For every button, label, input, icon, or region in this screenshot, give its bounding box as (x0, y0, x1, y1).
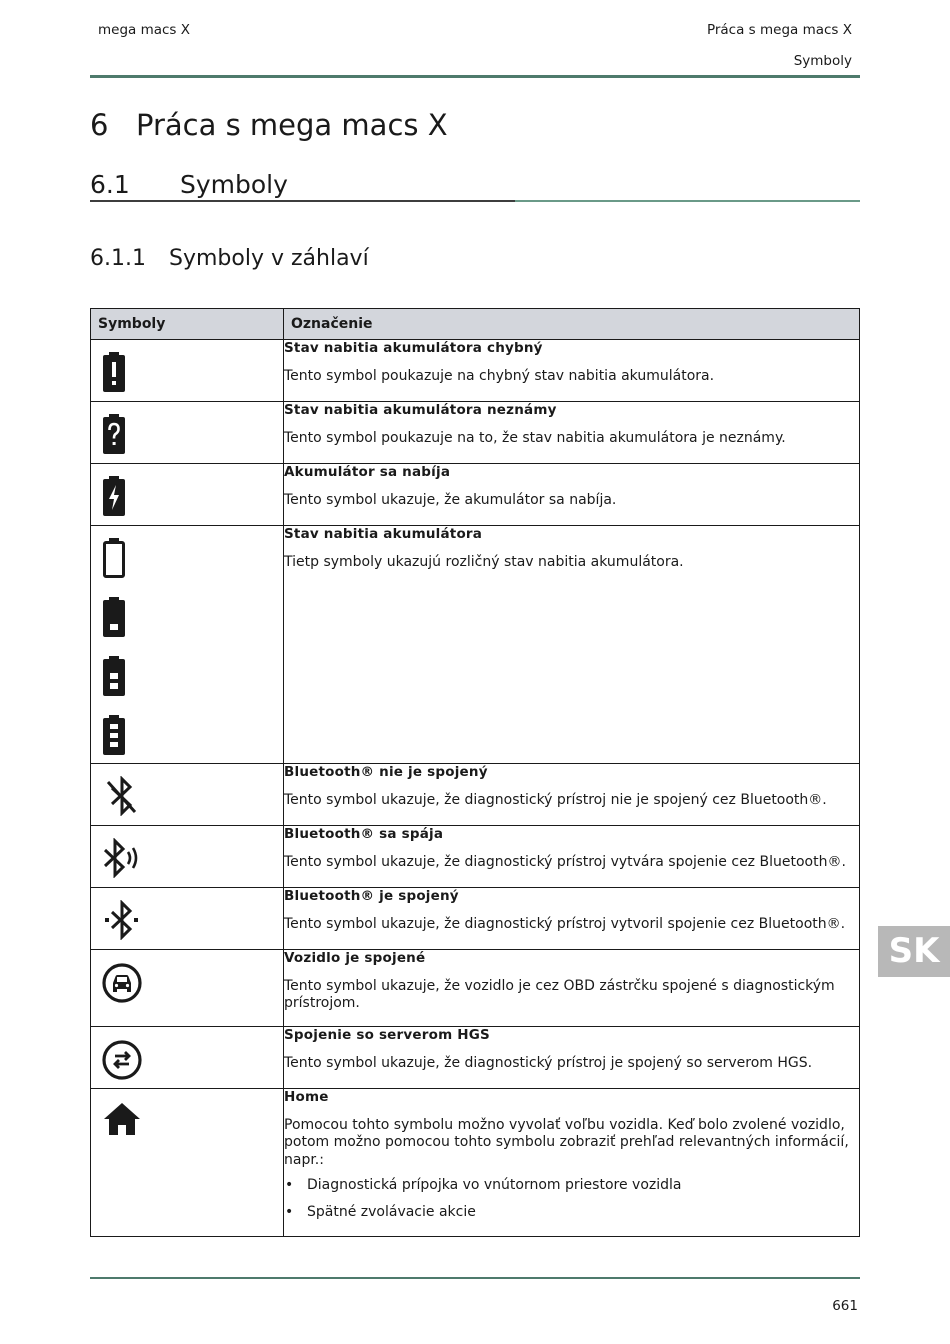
table-row (91, 340, 860, 402)
description-cell (284, 1027, 860, 1089)
description-cell (284, 402, 860, 464)
table-row (91, 826, 860, 888)
symbol-description: Tento symbol poukazuje na chybný stav nabitia akumulátora. (284, 367, 715, 384)
description-cell (284, 764, 860, 826)
battery-charging-icon (102, 476, 126, 516)
description-cell (284, 340, 860, 402)
symbol-description: Tento symbol ukazuje, že diagnostický prístroj nie je spojený cez Bluetooth®. (284, 791, 827, 808)
symbol-title: Vozidlo je spojené (284, 950, 426, 966)
table-row (91, 1027, 860, 1089)
battery-low-icon (102, 597, 126, 637)
description-cell (284, 526, 860, 764)
header-rule (90, 75, 860, 78)
symbol-description: Tento symbol ukazuje, že diagnostický prístroj je spojený so serverom HGS. (284, 1054, 813, 1071)
chapter-number: 6 (90, 108, 109, 142)
symbol-cell (91, 1027, 284, 1089)
symbol-description: Pomocou tohto symbolu možno vyvolať voľbu vozidla. Keď bolo zvolené vozidlo, potom možno pomocou tohto symbolu zobraziť prehľad relevantných informácií, napr.: (284, 1116, 849, 1168)
symbol-title: Akumulátor sa nabíja (284, 464, 451, 480)
table-row (91, 888, 860, 950)
description-cell (284, 464, 860, 526)
bluetooth-disabled-icon (102, 776, 142, 816)
symbol-title: Stav nabitia akumulátora neznámy (284, 402, 557, 418)
bluetooth-searching-icon (102, 838, 142, 878)
battery-error-icon (102, 352, 126, 392)
symbol-description: Tietp symboly ukazujú rozličný stav nabitia akumulátora. (284, 553, 684, 570)
description-cell (284, 950, 860, 1027)
footer-rule (90, 1277, 860, 1279)
language-tab: SK (878, 926, 950, 977)
section-rule (90, 200, 860, 202)
table-row (91, 526, 860, 764)
table-row (91, 950, 860, 1027)
subsection-title: Symboly v záhlaví (169, 246, 369, 271)
table-row (91, 464, 860, 526)
running-header-left: mega macs X (98, 22, 191, 38)
table-row (91, 1089, 860, 1237)
symbol-description: Tento symbol ukazuje, že diagnostický prístroj vytvára spojenie cez Bluetooth®. (284, 853, 846, 870)
bullet-list (284, 1177, 859, 1221)
symbol-cell (91, 1089, 284, 1237)
battery-high-icon (102, 715, 126, 755)
symbol-title: Stav nabitia akumulátora (284, 526, 483, 542)
description-cell (284, 1089, 860, 1237)
running-header-section: Symboly (793, 53, 852, 69)
page-number: 661 (832, 1298, 858, 1314)
symbol-cell (91, 764, 284, 826)
description-cell (284, 826, 860, 888)
subsection-number: 6.1.1 (90, 246, 146, 271)
battery-empty-icon (102, 538, 126, 578)
server-sync-icon (101, 1039, 143, 1081)
running-header-chapter: Práca s mega macs X (706, 22, 852, 38)
list-item: • Spätné zvolávacie akcie (284, 1204, 859, 1222)
symbol-title: Bluetooth® nie je spojený (284, 764, 488, 780)
symbol-title: Home (284, 1089, 329, 1105)
list-item: • Diagnostická prípojka vo vnútornom priestore vozidla (284, 1177, 859, 1195)
symbol-cell (91, 526, 284, 764)
battery-medium-icon (102, 656, 126, 696)
symbol-title: Spojenie so serverom HGS (284, 1027, 490, 1043)
home-icon (102, 1101, 142, 1137)
symbol-cell (91, 464, 284, 526)
symbol-title: Stav nabitia akumulátora chybný (284, 340, 543, 356)
symbol-title: Bluetooth® je spojený (284, 888, 459, 904)
chapter-heading (90, 108, 448, 142)
symbol-cell (91, 402, 284, 464)
table-header-row (91, 309, 860, 340)
symbol-cell (91, 340, 284, 402)
vehicle-connected-icon (101, 962, 143, 1004)
symbol-cell (91, 888, 284, 950)
symbol-cell (91, 826, 284, 888)
chapter-title: Práca s mega macs X (136, 108, 448, 142)
symbol-cell (91, 950, 284, 1027)
symbol-description: Tento symbol poukazuje na to, že stav nabitia akumulátora je neznámy. (284, 429, 786, 446)
bluetooth-connected-icon (102, 900, 142, 940)
symbol-title: Bluetooth® sa spája (284, 826, 444, 842)
description-cell (284, 888, 860, 950)
symbol-description: Tento symbol ukazuje, že diagnostický prístroj vytvoril spojenie cez Bluetooth®. (284, 915, 846, 932)
battery-level-stack (91, 526, 283, 755)
symbol-description: Tento symbol ukazuje, že vozidlo je cez OBD zástrčku spojené s diagnostickým prístrojom. (284, 977, 835, 1011)
section-number: 6.1 (90, 170, 130, 199)
symbol-description: Tento symbol ukazuje, že akumulátor sa nabíja. (284, 491, 617, 508)
subsection-heading (90, 246, 369, 271)
column-header-designation: Označenie (284, 309, 860, 340)
section-heading (90, 170, 288, 199)
battery-unknown-icon (102, 414, 126, 454)
column-header-symbols: Symboly (91, 309, 284, 340)
symbols-table (90, 308, 860, 1237)
section-title: Symboly (180, 170, 288, 199)
table-row (91, 764, 860, 826)
table-row (91, 402, 860, 464)
